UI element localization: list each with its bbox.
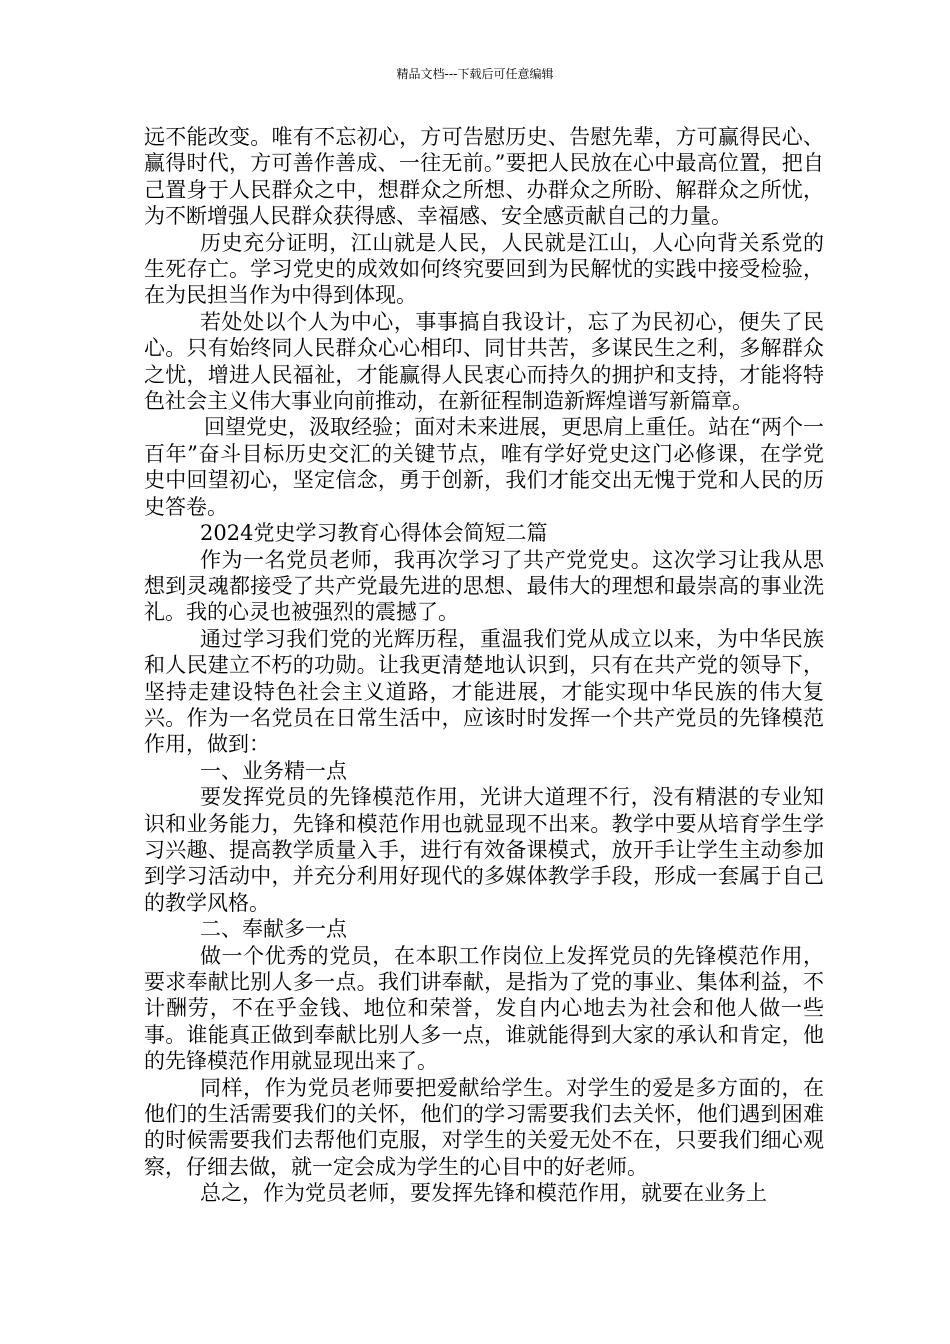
paragraph: 回望党史，汲取经验；面对未来进展，更思肩上重任。站在“两个一百年”奋斗目标历史交汇的关键节点，唯有学好党史这门必修课，在学党史中回望初心，坚定信念，勇于创新，我们才能交出无愧于党和人民的历史答卷。 (144, 415, 824, 519)
paragraph: 历史充分证明，江山就是人民，人民就是江山，人心向背关系党的生死存亡。学习党史的成效如何终究要回到为民解忧的实践中接受检验，在为民担当作为中得到体现。 (144, 230, 824, 308)
section-heading: 二、奉献多一点 (200, 917, 347, 942)
document-body (144, 124, 824, 1207)
paragraph-continuation: 远不能改变。唯有不忘初心，方可告慰历史、告慰先辈，方可赢得民心、赢得时代，方可善作善成、一往无前。”要把人民放在心中最高位置，把自己置身于人民群众之中，想群众之所想、办群众之所盼、解群众之所忧，为不断增强人民群众获得感、幸福感、安全感贡献自己的力量。 (144, 125, 824, 229)
paragraph: 若处处以个人为中心，事事搞自我设计，忘了为民初心，便失了民心。只有始终同人民群众心心相印、同甘共苦，多谋民生之利，多解群众之忧，增进人民福祉，才能赢得人民衷心而持久的拥护和支持，才能将特色社会主义伟大事业向前推动，在新征程制造新辉煌谱写新篇章。 (144, 309, 824, 414)
paragraph: 做一个优秀的党员，在本职工作岗位上发挥党员的先锋模范作用，要求奉献比别人多一点。我们讲奉献，是指为了党的事业、集体利益，不计酬劳，不在乎金钱、地位和荣誉，发自内心地去为社会和他人做一些事。谁能真正做到奉献比别人多一点，谁就能得到大家的承认和肯定，他的先锋模范作用就显现出来了。 (144, 943, 824, 1074)
paragraph: 总之，作为党员老师，要发挥先锋和模范作用，就要在业务上 (200, 1181, 767, 1206)
paragraph: 要发挥党员的先锋模范作用，光讲大道理不行，没有精湛的专业知识和业务能力，先锋和模范作用也就显现不出来。教学中要从培育学生学习兴趣、提高教学质量入手，进行有效备课模式，放开手让学生主动参加到学习活动中，并充分利用好现代的多媒体教学手段，形成一套属于自己的教学风格。 (144, 785, 824, 915)
page-header: 精品文档---下载后可任意编辑 (396, 67, 554, 81)
paragraph: 作为一名党员老师，我再次学习了共产党党史。这次学习让我从思想到灵魂都接受了共产党最先进的思想、最伟大的理想和最崇高的事业洗礼。我的心灵也被强烈的震撼了。 (144, 547, 824, 625)
article-title: 2024党史学习教育心得体会简短二篇 (200, 521, 548, 546)
section-heading: 一、业务精一点 (200, 758, 347, 783)
paragraph: 通过学习我们党的光辉历程，重温我们党从成立以来，为中华民族和人民建立不朽的功勋。让我更清楚地认识到，只有在共产党的领导下，坚持走建设特色社会主义道路，才能进展，才能实现中华民族的伟大复兴。作为一名党员在日常生活中，应该时时发挥一个共产党员的先锋模范作用，做到： (144, 626, 824, 757)
paragraph: 同样，作为党员老师要把爱献给学生。对学生的爱是多方面的，在他们的生活需要我们的关怀，他们的学习需要我们去关怀，他们遇到困难的时候需要我们去帮他们克服，对学生的关爱无处不在，只要我们细心观察，仔细去做，就一定会成为学生的心目中的好老师。 (144, 1075, 824, 1179)
